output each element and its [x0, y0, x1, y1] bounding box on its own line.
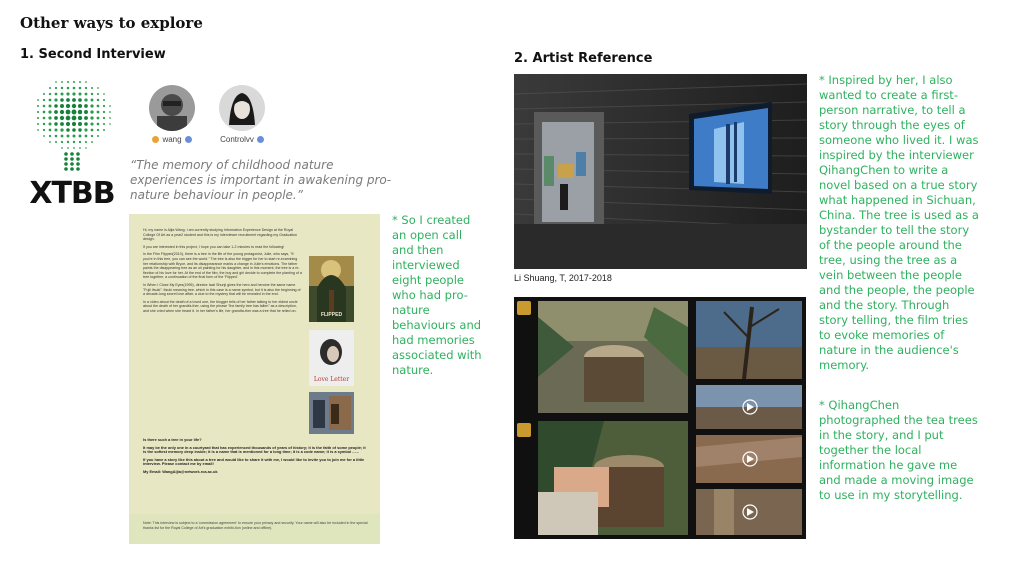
verified-icon [185, 136, 192, 143]
doc-paragraph: In a video about the death of a loved one, the blogger tells of her father talking to her eldest uncle about the death of her grandfa-ther, using the phrase "the family tree has fallen" as a description, and she cried when she heard it. In her father's life, her grandfa-ther was a tree that he relied on. [143, 299, 298, 313]
doc-question: Is there such a tree in your life? [143, 437, 202, 442]
profile-name-row [142, 135, 202, 144]
profile-name: wang [162, 135, 182, 144]
document-body [143, 228, 303, 317]
section-heading-interview: 1. Second Interview [20, 47, 166, 62]
doc-paragraph: In the Film Flipped(2010), there is a tree in the life of the young protagonist, Julie, who says, "If you're in this tree, you can see the world." The tree is also the trigger for her to start re-examining her relationship with Bryce, and its disappearance marks a change in Julie's emotions. The father paints the disappearing tree as an oil painting for his daughter, and in this moment, the tree is a re-flection of his love for her. At the end of the film, the boy and girl decide to complete the planting of a tree together, a continuation of the final form of the 'Flipped'. [143, 252, 302, 280]
doc-bold-paragraph: It may be the only one in a courtyard that has experienced thousands of years of history; it is the faith of some people; it is the softest memory deep inside; it is a name that is mentioned for a long time; it is a code name; it is a symbol ...... [143, 444, 366, 455]
doc-paragraph: If you are interested in this project, I hope you can take 1-2 minutes to read the following! [143, 244, 285, 249]
verified-icon [257, 136, 264, 143]
poster-title: Love Letter [313, 376, 350, 383]
document-footer [129, 514, 380, 544]
page-title: Other ways to explore [20, 14, 203, 32]
recruitment-document [129, 214, 380, 544]
document-bold-section [143, 438, 368, 478]
profile-name: Controlvv [220, 135, 254, 144]
doc-paragraph: In When I Close My Eyes(1995), director Iwai Shunji gives the hero and heroine the same name "Fujii Itsuki". Itsuki meaning tree, which in this case is a name symbol, but it is also the beginning of a decade-long secret love affair, a clue to the mystery that will be revealed in the end. [143, 282, 301, 297]
photo-note: * QihangChen photographed the tea trees in the story, and I put together the local information he gave me and made a moving image to use in my storytelling. [819, 398, 978, 502]
doc-paragraph: Hi, my name is Aijia Wang. I am currently studying Information Experience Design at the Royal College Of Art as a year2 student and this is my interviewer recruitment regarding my Graduation design. [143, 228, 298, 242]
xtbb-logo [22, 72, 122, 217]
gallery-caption: Li Shuang, T, 2017-2018 [514, 273, 612, 283]
gallery-photo [514, 74, 807, 269]
love-letter-poster [309, 330, 354, 386]
section-heading-artist: 2. Artist Reference [514, 51, 653, 66]
badge-icon [152, 136, 159, 143]
doc-email: My Email: WangAijia@network.rca.ac.uk [143, 468, 218, 474]
video-still [309, 392, 354, 434]
profile-controlvv[interactable] [212, 85, 272, 144]
avatar [149, 85, 195, 131]
avatar [219, 85, 265, 131]
photo-collage [514, 297, 806, 539]
artist-note: * Inspired by her, I also wanted to create a first-person narrative, to tell a story through the eyes of someone who lived it. I was inspired by the interviewer QihangChen to write a novel based on a true story what happened in Sichuan, China. The tree is used as a bystander to tell the story of the people around the tree, using the tree as a vein between the people and the people, the people and the story. Through story telling, the film tries to evoke memories of nature in the audience's memory. [819, 73, 979, 372]
doc-bold-paragraph: If you have a story like this about a tree and would like to share it with me, I would like to invite you to join me for a little interview. Please contact me by email! [143, 456, 365, 467]
profile-wang[interactable] [142, 85, 202, 144]
logo-text: XTBB [29, 176, 115, 211]
footer-note: Note: This interview is subject to a 'commission agreement' to ensure your privacy and security. Your name will also be included in the special thanks list for the Royal College of Art's graduation exhibi-tion (online and offline). [143, 521, 368, 530]
quote-text: “The memory of childhood nature experiences is important in awakening pro-nature behaviour in people.” [130, 158, 392, 202]
poster-title: FLIPPED [320, 312, 343, 318]
flipped-poster [309, 256, 354, 322]
profile-name-row [212, 135, 272, 144]
interview-note: * So I created an open call and then interviewed eight people who had pro-nature behaviours and had memories associated with nature. [392, 213, 482, 377]
